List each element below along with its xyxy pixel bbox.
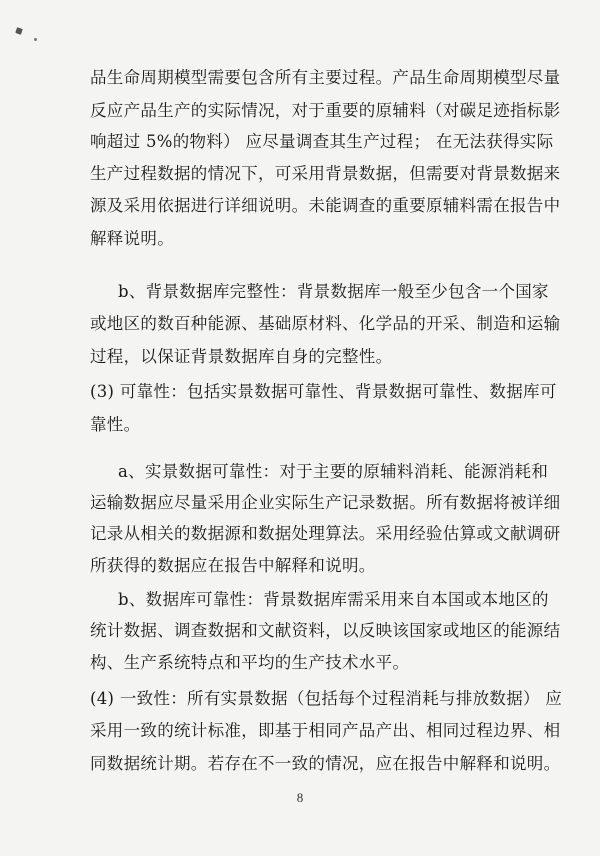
text-line: 过程，以保证背景数据库自身的完整性。 (90, 347, 393, 366)
text-line: 所获得的数据应在报告中解释和说明。 (90, 556, 376, 575)
text-line: a、实景数据可靠性：对于主要的原辅料消耗、能源消耗和 (118, 462, 549, 481)
text-line: 构、生产系统特点和平均的生产技术水平。 (90, 653, 410, 672)
text-line: 记录从相关的数据源和数据处理算法。采用经验估算或文献调研 (90, 524, 561, 543)
text-line: b、背景数据库完整性：背景数据库一般至少包含一个国家 (118, 282, 549, 301)
text-line: 生产过程数据的情况下，可采用背景数据，但需要对背景数据来 (90, 164, 561, 183)
text-line: 运输数据应尽量采用企业实际生产记录数据。所有数据将被详细 (90, 493, 561, 512)
scan-artifact (15, 27, 23, 35)
text-line: 解释说明。 (90, 229, 174, 248)
text-line: 反应产品生产的实际情况，对于重要的原辅料（对碳足迹指标影 (90, 101, 561, 120)
text-line: 或地区的数百种能源、基础原材料、化学品的开采、制造和运输 (90, 314, 561, 333)
scan-artifact (34, 38, 37, 41)
text-line: 源及采用依据进行详细说明。未能调查的重要原辅料需在报告中 (90, 196, 561, 215)
text-line: 响超过 5%的物料） 应尽量调查其生产过程； 在无法获得实际 (90, 132, 554, 151)
text-line: (3) 可靠性：包括实景数据可靠性、背景数据可靠性、数据库可 (90, 382, 557, 401)
text-line: b、数据库可靠性：背景数据库需采用来自本国或本地区的 (118, 590, 549, 609)
text-line: (4) 一致性：所有实景数据（包括每个过程消耗与排放数据） 应 (90, 689, 563, 708)
text-line: 采用一致的统计标准，即基于相同产品产出、相同过程边界、相 (90, 721, 561, 740)
page-number: 8 (296, 790, 304, 805)
text-line: 品生命周期模型需要包含所有主要过程。产品生命周期模型尽量 (90, 68, 561, 87)
text-line: 同数据统计期。若存在不一致的情况，应在报告中解释和说明。 (90, 754, 561, 773)
text-line: 统计数据、调查数据和文献资料，以反映该国家或地区的能源结 (90, 621, 561, 640)
text-line: 靠性。 (90, 415, 141, 434)
